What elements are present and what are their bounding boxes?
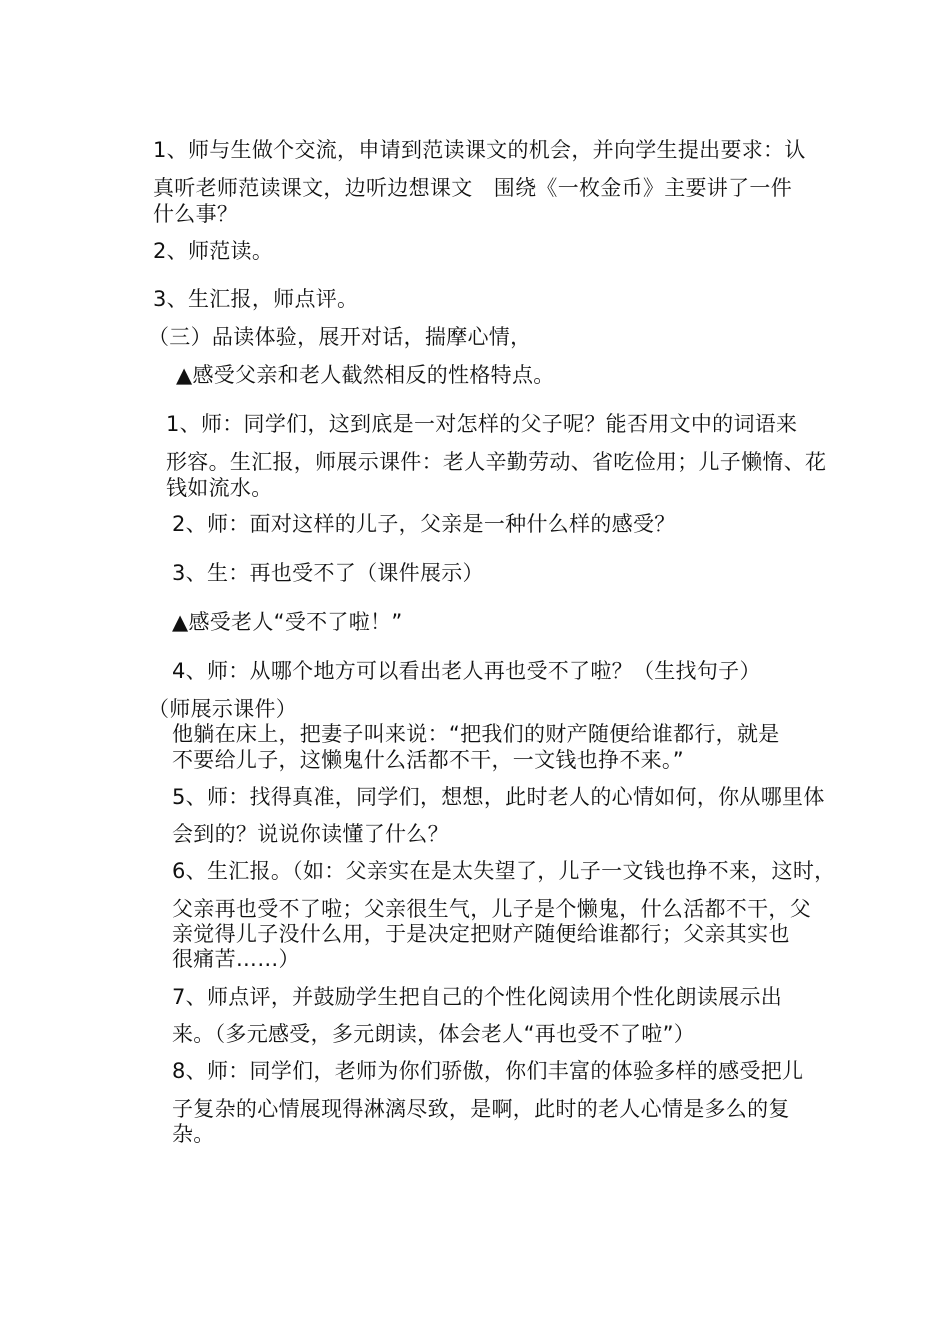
text-line-24: 7、师点评，并鼓励学生把自己的个性化阅读用个性化朗读展示出 bbox=[172, 985, 783, 1009]
text-line-15: （师展示课件） bbox=[148, 697, 298, 721]
text-line-10: 钱如流水。 bbox=[166, 476, 273, 500]
text-line-5: 3、生汇报，师点评。 bbox=[153, 287, 359, 311]
text-line-27: 子复杂的心情展现得淋漓尽致，是啊，此时的老人心情是多么的复 bbox=[172, 1097, 790, 1121]
text-line-9: 形容。生汇报，师展示课件：老人辛勤劳动、省吃俭用；儿子懒惰、花 bbox=[166, 450, 827, 474]
section-heading: （三）品读体验，展开对话，揣摩心情， bbox=[148, 325, 532, 349]
text-line-8: 1、师：同学们，这到底是一对怎样的父子呢？能否用文中的词语来 bbox=[166, 412, 798, 436]
text-line-2: 真听老师范读课文，边听边想课文 围绕《一枚金币》主要讲了一件 bbox=[153, 176, 792, 200]
text-line-26: 8、师：同学们，老师为你们骄傲，你们丰富的体验多样的感受把儿 bbox=[172, 1059, 804, 1083]
text-line-12: 3、生：再也受不了（课件展示） bbox=[172, 561, 484, 585]
triangle-heading-1: ▲感受父亲和老人截然相反的性格特点。 bbox=[176, 363, 555, 387]
text-line-18: 5、师：找得真准，同学们，想想，此时老人的心情如何，你从哪里体 bbox=[172, 785, 825, 809]
text-line-28: 杂。 bbox=[172, 1122, 215, 1146]
triangle-heading-2: ▲感受老人“受不了啦！” bbox=[172, 610, 403, 634]
text-line-4: 2、师范读。 bbox=[153, 239, 274, 263]
text-line-20: 6、生汇报。（如：父亲实在是太失望了，儿子一文钱也挣不来，这时， bbox=[172, 859, 836, 883]
text-line-19: 会到的？说说你读懂了什么？ bbox=[172, 822, 449, 846]
text-line-3: 什么事？ bbox=[153, 202, 239, 226]
text-line-21: 父亲再也受不了啦；父亲很生气，儿子是个懒鬼，什么活都不干，父 bbox=[172, 897, 811, 921]
text-line-14: 4、师：从哪个地方可以看出老人再也受不了啦？（生找句子） bbox=[172, 659, 761, 683]
text-line-23: 很痛苦……） bbox=[172, 947, 300, 971]
text-line-1: 1、师与生做个交流，申请到范读课文的机会，并向学生提出要求：认 bbox=[153, 138, 806, 162]
text-line-11: 2、师：面对这样的儿子，父亲是一种什么样的感受？ bbox=[172, 512, 676, 536]
quote-line-1: 他躺在床上，把妻子叫来说：“把我们的财产随便给谁都行，就是 bbox=[172, 722, 780, 746]
quote-line-2: 不要给儿子，这懒鬼什么活都不干，一文钱也挣不来。” bbox=[172, 748, 684, 772]
text-line-22: 亲觉得儿子没什么用，于是决定把财产随便给谁都行；父亲其实也 bbox=[172, 922, 790, 946]
text-line-25: 来。（多元感受，多元朗读，体会老人“再也受不了啦”） bbox=[172, 1022, 696, 1046]
